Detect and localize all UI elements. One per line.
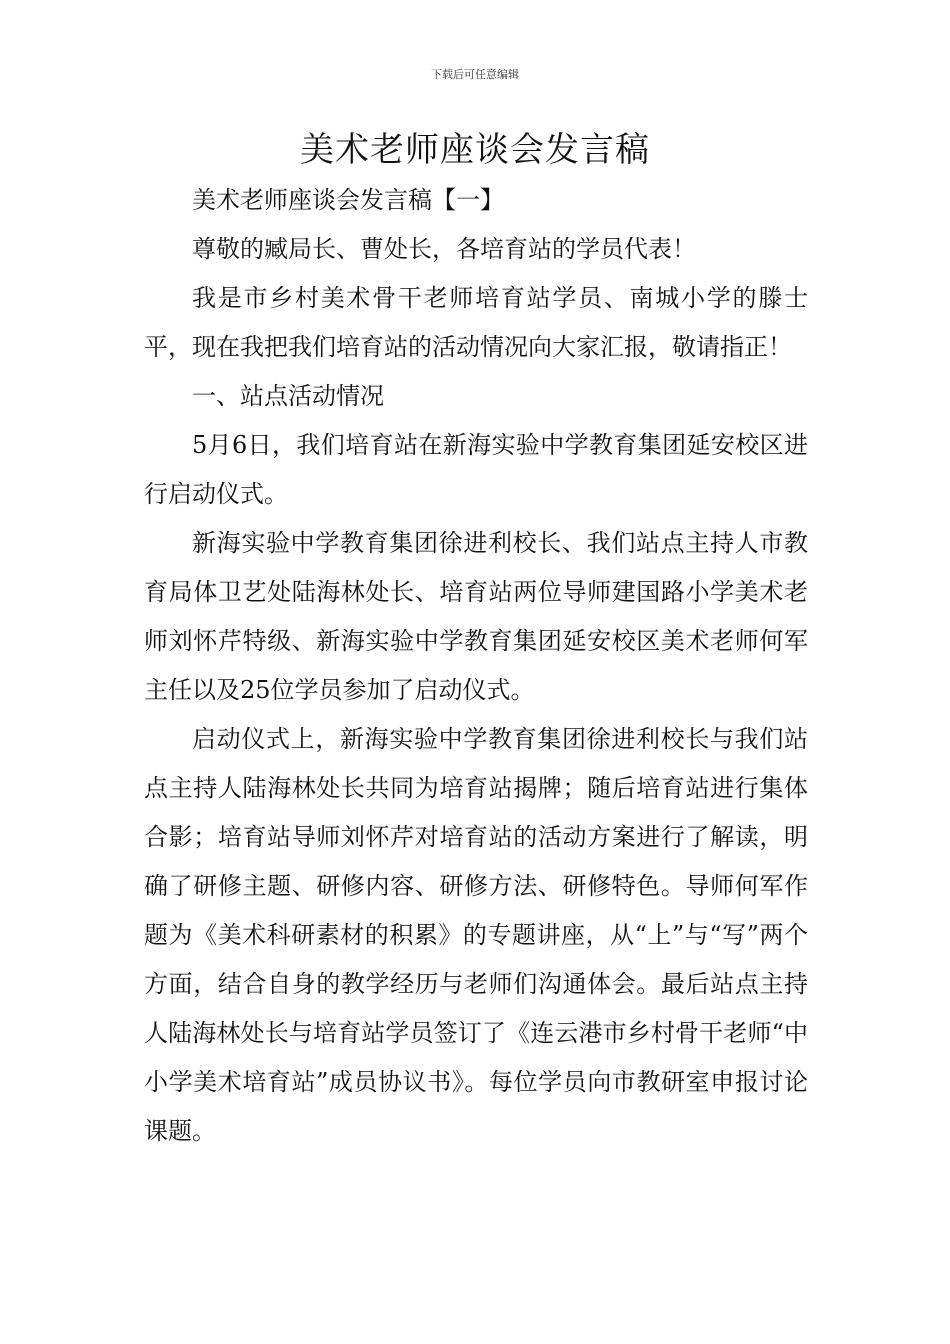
paragraph: 我是市乡村美术骨干老师培育站学员、南城小学的滕士平，现在我把我们培育站的活动情况向大家汇报，敬请指正！ (144, 284, 808, 361)
document-body (144, 176, 808, 1156)
salutation: 尊敬的臧局长、曹处长，各培育站的学员代表！ (192, 235, 696, 263)
section-heading: 美术老师座谈会发言稿【一】 (192, 186, 504, 214)
paragraph: 启动仪式上，新海实验中学教育集团徐进利校长与我们站点主持人陆海林处长共同为培育站揭牌；随后培育站进行集体合影；培育站导师刘怀芹对培育站的活动方案进行了解读，明确了研修主题、研修内容、研修方法、研修特色。导师何军作题为《美术科研素材的积累》的专题讲座，从“上”与“写”两个方面，结合自身的教学经历与老师们沟通体会。最后站点主持人陆海林处长与培育站学员签订了《连云港市乡村骨干老师“中小学美术培育站”成员协议书》。每位学员向市教研室申报讨论课题。 (144, 725, 808, 1145)
document-title: 美术老师座谈会发言稿 (300, 130, 650, 170)
paragraph: 新海实验中学教育集团徐进利校长、我们站点主持人市教育局体卫艺处陆海林处长、培育站两位导师建国路小学美术老师刘怀芹特级、新海实验中学教育集团延安校区美术老师何军主任以及25位学员参加了启动仪式。 (144, 529, 808, 704)
subsection-heading: 一、站点活动情况 (192, 382, 384, 410)
header-note: 下载后可任意编辑 (431, 68, 519, 81)
paragraph: 5月6日，我们培育站在新海实验中学教育集团延安校区进行启动仪式。 (144, 431, 808, 508)
